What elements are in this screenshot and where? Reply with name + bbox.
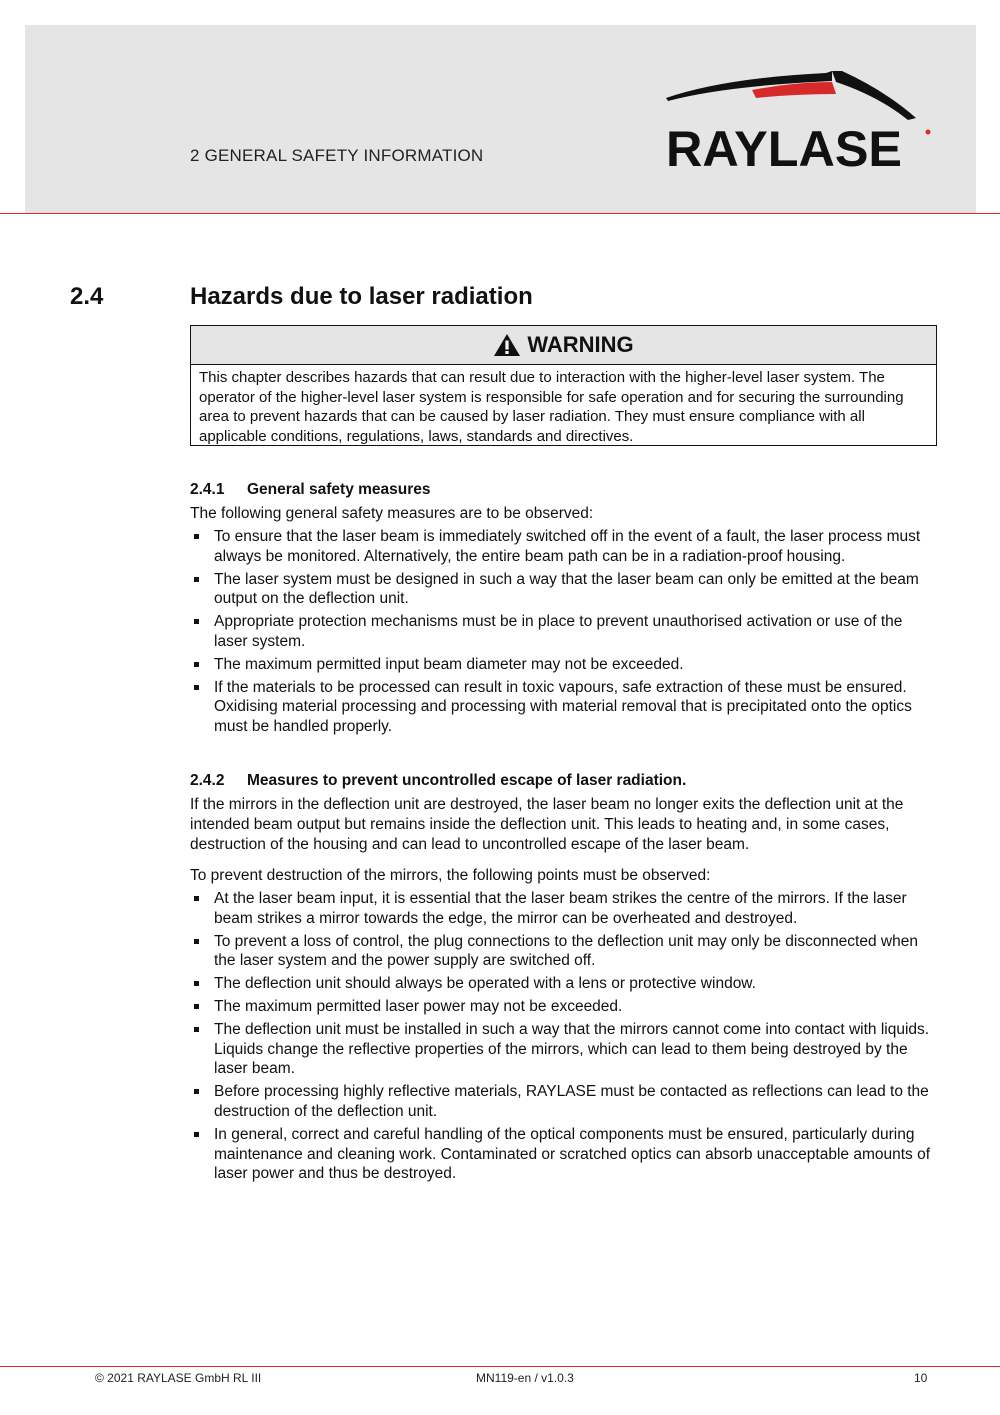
list-item-text: At the laser beam input, it is essential that the laser beam strikes the centre of the mirrors. If the laser beam strikes a mirror towards the edge, the mirror can be overheated and destroyed.: [214, 890, 907, 927]
bullet-icon: [194, 662, 199, 667]
bullet-icon: [194, 1089, 199, 1094]
list-item: [190, 1082, 930, 1122]
logo-wordmark: RAYLASE: [666, 121, 902, 174]
bullet-icon: [194, 1132, 199, 1137]
list-item-text: The maximum permitted laser power may not be exceeded.: [214, 997, 623, 1015]
list-item: [190, 932, 930, 972]
footer-page-number: 10: [914, 1371, 928, 1385]
logo-swoosh-black-2: [832, 71, 916, 120]
list-item-text: If the materials to be processed can result in toxic vapours, safe extraction of these must be ensured. Oxidising material processing and processing with material removal that is precipitated onto the optics must be handled properly.: [214, 678, 912, 736]
footer-copyright: © 2021 RAYLASE GmbH RL III: [95, 1371, 262, 1385]
list-item: [190, 678, 930, 737]
logo-red-dot: [926, 130, 931, 135]
list-item: [190, 1125, 930, 1184]
list-item: [190, 655, 930, 675]
raylase-logo: [664, 68, 936, 174]
section-number: 2.4: [70, 283, 104, 310]
bullet-icon: [194, 577, 199, 582]
list-item: [190, 974, 930, 994]
footer-divider: [0, 1366, 1000, 1367]
subsection-number: 2.4.2: [190, 772, 225, 789]
section-title: Hazards due to laser radiation: [190, 283, 533, 310]
list-item-text: Before processing highly reflective materials, RAYLASE must be contacted as reflections can lead to the destruction of the deflection unit.: [214, 1083, 929, 1120]
list-item-text: Appropriate protection mechanisms must be in place to prevent unauthorised activation or use of the laser system.: [214, 613, 903, 650]
subsection-number: 2.4.1: [190, 481, 225, 498]
general-safety-list: [190, 527, 930, 740]
warning-text: This chapter describes hazards that can result due to interaction with the higher-level laser system. The operator of the higher-level laser system is responsible for safe operation and for securing the surrounding area to prevent hazards that can be caused by laser radiation. They must ensure compliance with all applicable conditions, regulations, laws, standards and directives.: [199, 369, 904, 445]
list-item-text: The deflection unit must be installed in such a way that the mirrors cannot come into contact with liquids. Liquids change the reflective properties of the mirrors, which can lead to them being destroyed by the laser beam.: [214, 1020, 930, 1078]
chapter-title: 2 GENERAL SAFETY INFORMATION: [190, 146, 484, 165]
bullet-icon: [194, 1004, 199, 1009]
list-item-text: The maximum permitted input beam diameter may not be exceeded.: [214, 655, 684, 673]
list-item: [190, 889, 930, 929]
list-item-text: To ensure that the laser beam is immediately switched off in the event of a fault, the laser process must always be monitored. Alternatively, the entire beam path can be in a radiation-proof housing.: [214, 528, 921, 565]
list-item: [190, 1020, 930, 1079]
list-item-text: The laser system must be designed in such a way that the laser beam can only be emitted at the beam output on the deflection unit.: [214, 570, 919, 608]
list-item-text: The deflection unit should always be operated with a lens or protective window.: [214, 975, 756, 993]
warning-header: [191, 326, 936, 365]
list-item: [190, 570, 930, 610]
list-item: [190, 997, 930, 1017]
list-item-text: In general, correct and careful handling of the optical components must be ensured, particularly during maintenance and cleaning work. Contaminated or scratched optics can absorb unacceptable amounts of laser power and thus be destroyed.: [214, 1125, 931, 1183]
bullet-icon: [194, 534, 199, 539]
subsection-paragraph: To prevent destruction of the mirrors, the following points must be observed:: [190, 867, 711, 884]
subsection-intro: The following general safety measures are to be observed:: [190, 505, 594, 522]
bullet-icon: [194, 939, 199, 944]
mirror-protection-list: [190, 889, 930, 1187]
footer-document-id: MN119-en / v1.0.3: [476, 1371, 574, 1385]
warning-label: WARNING: [527, 332, 634, 357]
bullet-icon: [194, 1027, 199, 1032]
warning-box: [190, 325, 937, 446]
list-item: [190, 527, 930, 567]
warning-triangle-icon: [493, 333, 521, 357]
list-item-text: To prevent a loss of control, the plug connections to the deflection unit may only be disconnected when the laser system and the power supply are switched off.: [214, 932, 918, 970]
subsection-heading-2-4-1: [190, 481, 431, 499]
list-item: [190, 612, 930, 652]
bullet-icon: [194, 619, 199, 624]
subsection-paragraph: If the mirrors in the deflection unit are destroyed, the laser beam no longer exits the deflection unit at the intended beam output but remains inside the deflection unit. This leads to heating and, in some cases, destruction of the housing and can lead to uncontrolled escape of the laser beam.: [190, 796, 904, 853]
header-divider: [0, 213, 1000, 214]
bullet-icon: [194, 981, 199, 986]
subsection-title: Measures to prevent uncontrolled escape of laser radiation.: [247, 772, 687, 789]
subsection-title: General safety measures: [247, 481, 431, 498]
subsection-heading-2-4-2: [190, 772, 686, 790]
bullet-icon: [194, 685, 199, 690]
bullet-icon: [194, 896, 199, 901]
